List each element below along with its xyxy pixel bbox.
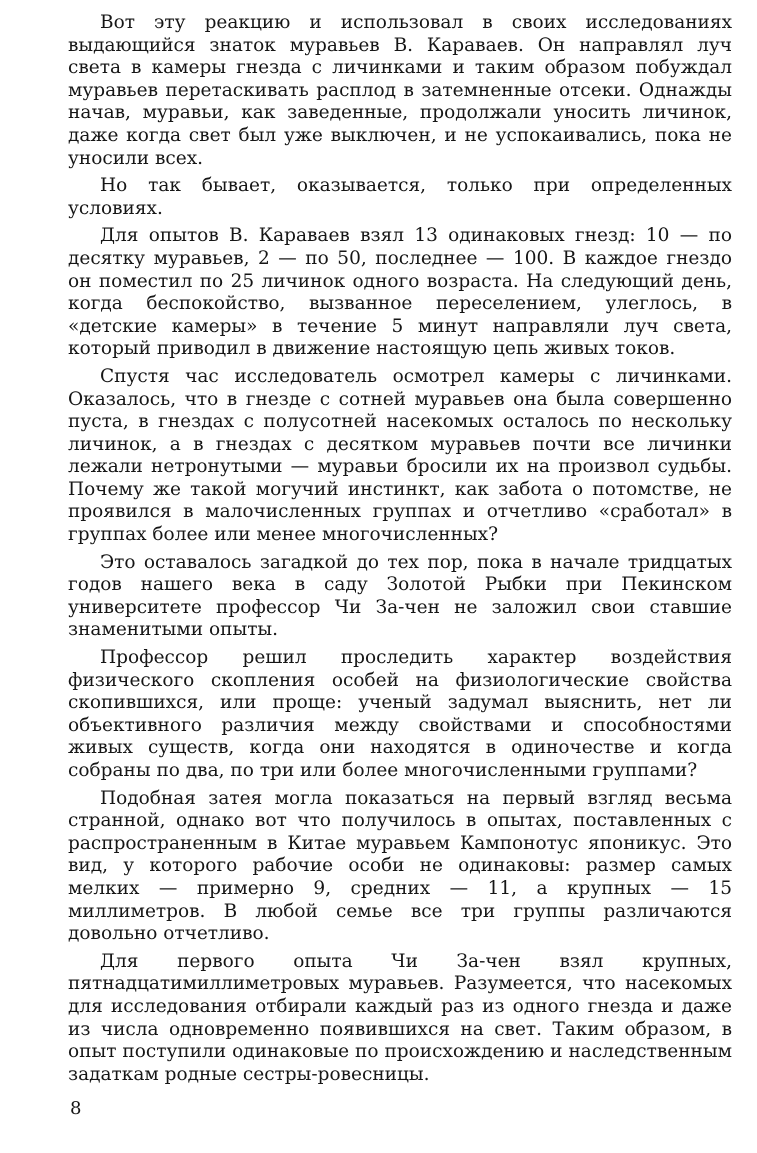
paragraph-6: Профессор решил проследить характер воздействия физического скопления особей на физиологические свойства скопившихся, или проще: ученый задумал выяснить, нет ли объективного различия между свойствами и способностями живых существ, когда они находятся в одиночестве и когда собраны по два, по три или более многочисленными группами? <box>68 647 732 781</box>
paragraph-7: Подобная затея могла показаться на первый взгляд весьма странной, однако вот что получилось в опытах, поставленных с распространенным в Китае муравьем Кампонотус японикус. Это вид, у которого рабочие особи не одинаковы: размер самых мелких — примерно 9, средних — 11, а крупных — 15 миллиметров. В любой семье все три группы различаются довольно отчетливо. <box>68 787 732 945</box>
paragraph-8: Для первого опыта Чи За-чен взял крупных, пятнадцатимиллиметровых муравьев. Разумеется, что насекомых для исследования отбирали каждый раз из одного гнезда и даже из числа одновременно появившихся на свет. Таким образом, в опыт поступили одинаковые по происхождению и наследственным задаткам родные сестры-ровесницы. <box>68 950 732 1085</box>
paragraph-2: Но так бывает, оказывается, только при определенных условиях. <box>68 175 732 219</box>
paragraph-4: Спустя час исследователь осмотрел камеры с личинками. Оказалось, что в гнезде с сотней муравьев она была совершенно пуста, в гнездах с полусотней насекомых осталось по нескольку личинок, а в гнездах с десятком муравьев почти все личинки лежали нетронутыми — муравьи бросили их на произвол судьбы. Почему же такой могучий инстинкт, как забота о потомстве, не проявился в малочисленных группах и отчетливо «сработал» в группах более или менее многочисленных? <box>68 365 732 546</box>
page-body <box>68 12 732 1091</box>
page-number: 8 <box>70 1098 82 1119</box>
paragraph-3: Для опытов В. Караваев взял 13 одинаковых гнезд: 10 — по десятку муравьев, 2 — по 50, последнее — 100. В каждое гнездо он поместил по 25 личинок одного возраста. На следующий день, когда беспокойство, вызванное переселением, улеглось, в «детские камеры» в течение 5 минут направляли луч света, который приводил в движение настоящую цепь живых токов. <box>68 225 732 360</box>
paragraph-1: Вот эту реакцию и использовал в своих исследованиях выдающийся знаток муравьев В. Караваев. Он направлял луч света в камеры гнезда с личинками и таким образом побуждал муравьев перетаскивать расплод в затемненные отсеки. Однажды начав, муравьи, как заведенные, продолжали уносить личинок, даже когда свет был уже выключен, и не успокаивались, пока не уносили всех. <box>68 12 732 169</box>
paragraph-5: Это оставалось загадкой до тех пор, пока в начале тридцатых годов нашего века в саду Золотой Рыбки при Пекинском университете профессор Чи За-чен не заложил свои ставшие знаменитыми опыты. <box>68 551 732 641</box>
